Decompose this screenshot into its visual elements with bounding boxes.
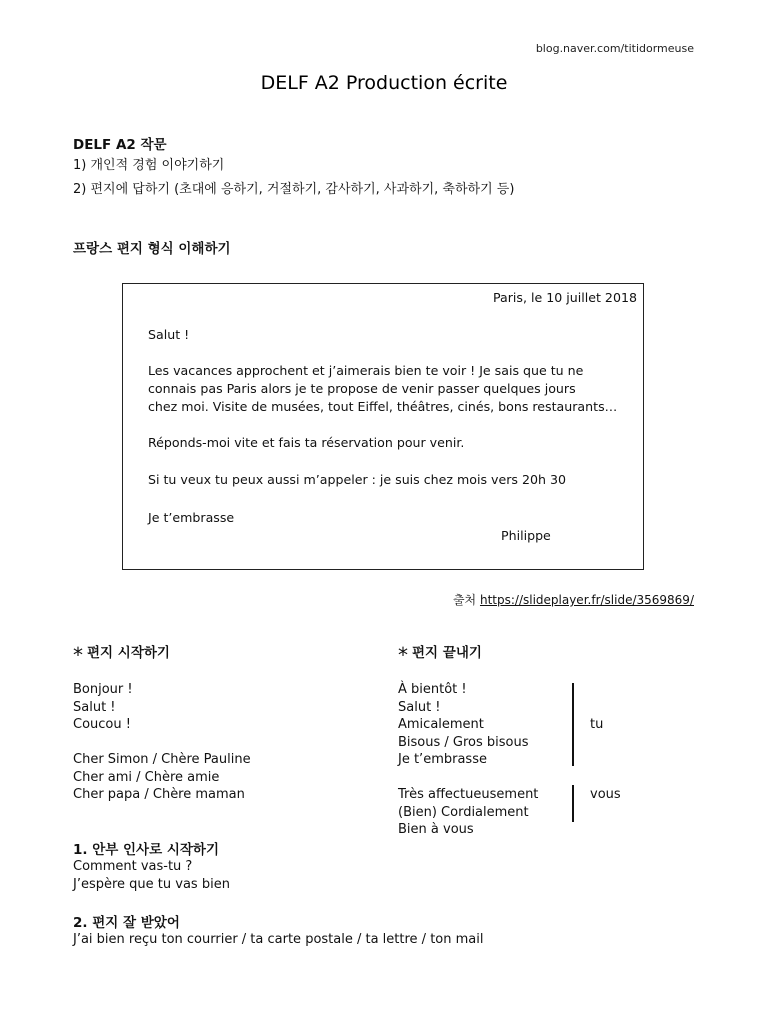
intro-item: 1) 개인적 경험 이야기하기 (73, 158, 225, 173)
star-icon: * (73, 643, 83, 667)
list-item: J’espère que tu vas bien (73, 876, 230, 892)
end-group-tu (398, 681, 529, 769)
letter-line: Les vacances approchent et j’aimerais bien te voir ! Je sais que tu ne (148, 363, 584, 378)
end-heading-row (398, 641, 482, 667)
start-group-salutations (73, 751, 251, 804)
start-group-greetings (73, 681, 133, 734)
list-item: Je t’embrasse (398, 752, 487, 768)
letter-line: connais pas Paris alors je te propose de venir passer quelques jours (148, 381, 576, 396)
section1-lines (73, 858, 230, 893)
bracket-divider (572, 785, 574, 822)
letter-closing: Je t’embrasse (148, 510, 235, 525)
start-heading-row (73, 641, 170, 667)
page-title: DELF A2 Production écrite (260, 72, 508, 94)
list-item: Cher papa / Chère maman (73, 787, 245, 803)
letter-line: Si tu veux tu peux aussi m’appeler : je suis chez mois vers 20h 30 (148, 472, 567, 487)
section2-heading: 2. 편지 잘 받았어 (73, 915, 180, 931)
citation (453, 591, 694, 608)
vous-label: vous (590, 787, 621, 802)
star-icon: * (398, 643, 408, 667)
list-item: Amicalement (398, 717, 484, 733)
bracket-divider (572, 683, 574, 766)
letter-line: Réponds-moi vite et fais ta réservation pour venir. (148, 435, 465, 450)
letter-box (122, 283, 644, 570)
citation-label: 출처 (452, 593, 477, 607)
list-item: Bisous / Gros bisous (398, 734, 529, 750)
intro-item: 2) 편지에 답하기 (초대에 응하기, 거절하기, 감사하기, 사과하기, 축하하기 등) (73, 182, 515, 197)
list-item: (Bien) Cordialement (398, 804, 529, 820)
list-item: Cher ami / Chère amie (73, 769, 220, 785)
end-group-vous (398, 786, 538, 839)
citation-link[interactable]: https://slideplayer.fr/slide/3569869/ (479, 593, 694, 607)
source-header: blog.naver.com/titidormeuse (535, 42, 694, 55)
letter-line: chez moi. Visite de musées, tout Eiffel, théâtres, cinés, bons restaurants… (148, 399, 618, 414)
list-item: Comment vas-tu ? (73, 859, 193, 874)
tu-label: tu (590, 717, 604, 732)
letter-signature: Philippe (501, 528, 551, 543)
start-heading: 편지 시작하기 (87, 645, 170, 661)
list-item: Cher Simon / Chère Pauline (73, 752, 251, 767)
list-item: Salut ! (398, 699, 441, 715)
list-item: Très affectueusement (398, 787, 539, 802)
section1-heading: 1. 안부 인사로 시작하기 (73, 842, 219, 858)
letter-greeting: Salut ! (148, 327, 190, 342)
intro-heading: DELF A2 작문 (73, 137, 167, 153)
section-heading-letter-format: 프랑스 편지 형식 이해하기 (73, 241, 231, 257)
list-item: Salut ! (73, 699, 116, 715)
end-heading: 편지 끝내기 (412, 645, 482, 661)
list-item: Bonjour ! (73, 682, 133, 697)
list-item: À bientôt ! (398, 682, 467, 697)
section2-line: J’ai bien reçu ton courrier / ta carte postale / ta lettre / ton mail (73, 932, 484, 947)
letter-date: Paris, le 10 juillet 2018 (493, 290, 637, 305)
list-item: Coucou ! (73, 717, 131, 733)
list-item: Bien à vous (398, 822, 474, 838)
